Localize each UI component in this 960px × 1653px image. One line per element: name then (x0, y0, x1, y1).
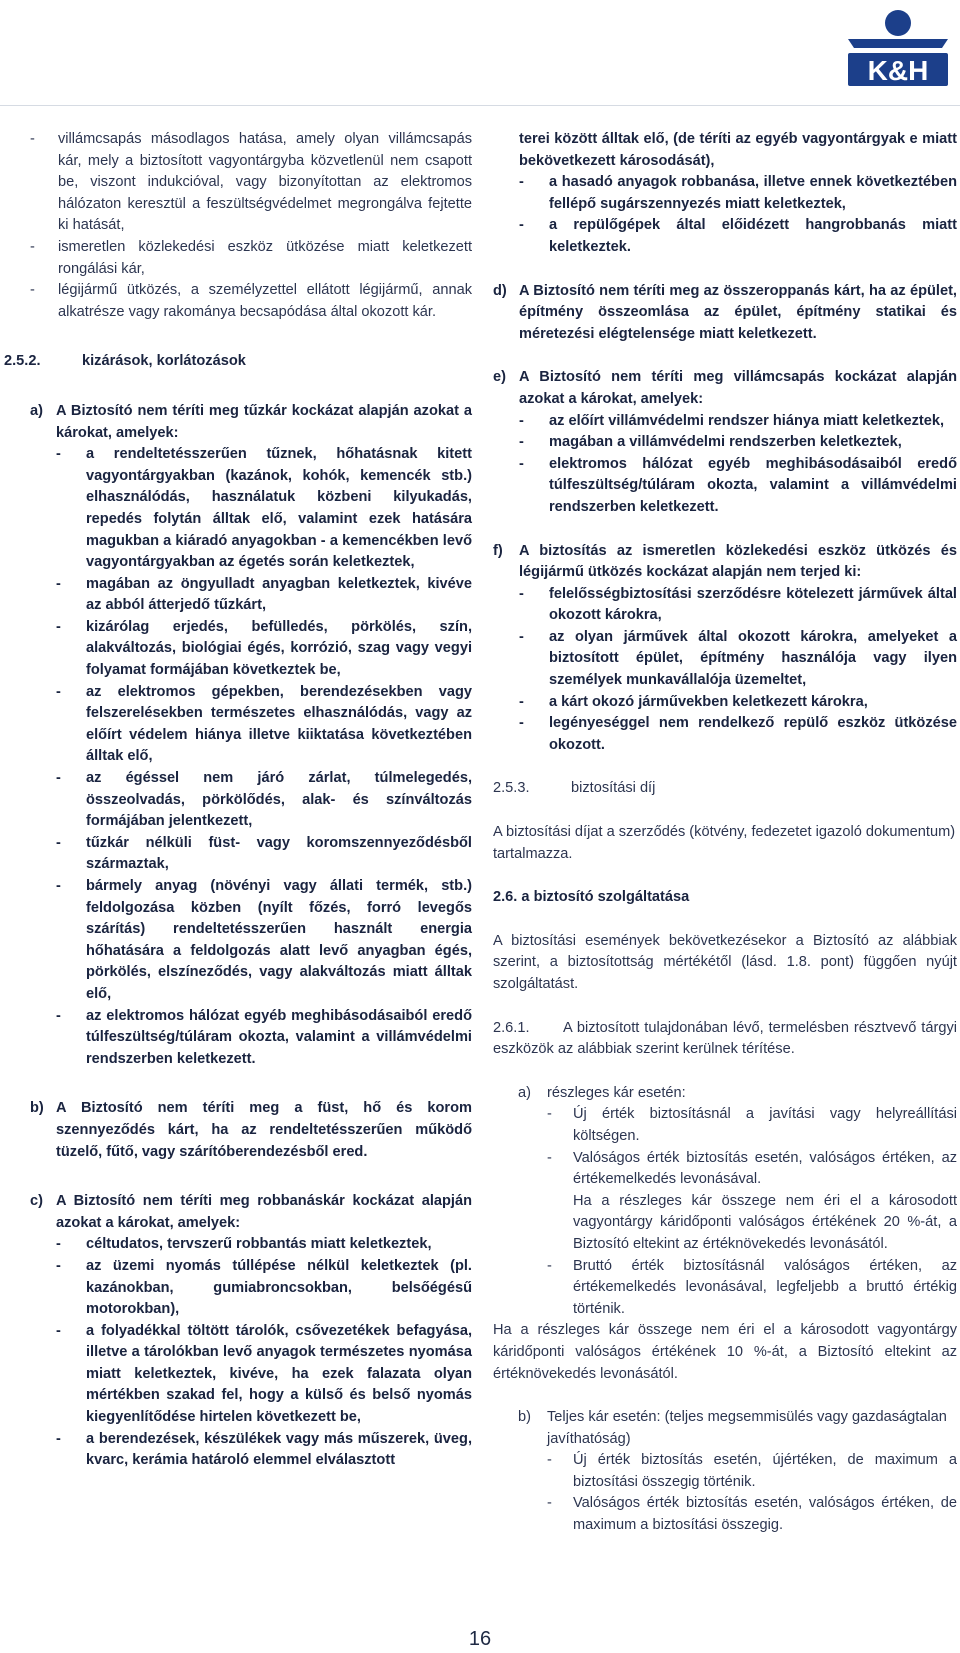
list-item: - az elektromos gépekben, berendezésekben vagy felszerelésekben természetes elhasználódás, vagy az előírt védelem hiánya illetve kiiktatása következtében álltak elő, (56, 682, 472, 768)
kh-logo (846, 6, 950, 86)
list-item: - kizárólag erjedés, befülledés, pörkölés, szín, alakváltozás, biológiai égés, korrózió, szag vagy vegyi folyamat formájában következtek be, (56, 617, 472, 682)
list-item: - az előírt villámvédelmi rendszer hiánya miatt keletkeztek, (519, 411, 957, 433)
item-c-continued (493, 129, 957, 259)
item-label: b) (30, 1100, 44, 1117)
paragraph: A biztosítási díjat a szerződés (kötvény, fedezetet igazoló dokumentum) tartalmazza. (493, 824, 956, 862)
item-label: e) (493, 369, 506, 386)
item-label: f) (493, 542, 503, 559)
list-item: - légijármű ütközés, a személyzettel ellátott légijármű, annak alkatrésze vagy rakománya becsapódása által okozott kár. (30, 280, 472, 323)
list-item: - céltudatos, tervszerű robbantás miatt keletkeztek, (56, 1234, 472, 1256)
item-label: b) (518, 1409, 531, 1426)
item-f (493, 541, 957, 757)
list-item: - magában a villámvédelmi rendszerben keletkeztek, (519, 432, 957, 454)
list-item: - legényeséggel nem rendelkező repülő eszköz ütközése okozott. (519, 713, 957, 756)
list-item: - a repülőgépek által előidézett hangrobbanás miatt keletkeztek. (519, 215, 957, 258)
left-column (4, 129, 472, 1472)
list-item: - Valóságos érték biztosítás esetén, valóságos értéken, de maximum a biztosítási összegig. (547, 1493, 957, 1536)
list-item: - bármely anyag (növényi vagy állati termék, stb.) feldolgozása közben (nyílt főzés, forró levegős szárítás) rendeltetésszerűen használt energia hőhatására a feldolgozás alatt levő anyagban égés, pörkölés, elszíneződés, vagy alakváltozás miatt álltak elő, (56, 876, 472, 1006)
list-item: - a kárt okozó járművekben keletkezett károkra, (519, 692, 957, 714)
list-item: - elektromos hálózat egyéb meghibásodásaiból eredő túlfeszültség/túláram okozta, valamint a villámvédelmi rendszerben keletkezett. (519, 454, 957, 519)
item-c (30, 1191, 472, 1472)
sub-title: részleges kár esetén: (547, 1084, 686, 1101)
section-number: 2.5.3. (493, 780, 530, 797)
svg-text:K&H: K&H (867, 55, 929, 86)
list-item: - Új érték biztosításnál a javítási vagy helyreállítási költségen. (547, 1104, 957, 1147)
list-item: - magában az öngyulladt anyagban keletkeztek, kivéve az abból átterjedő tűzkárt, (56, 574, 472, 617)
item-intro: A biztosítás az ismeretlen közlekedési eszköz ütközés és légijármű ütközés kockázat alapján nem terjed ki: (519, 542, 957, 581)
paragraph-261 (493, 1018, 957, 1061)
item-intro: A Biztosító nem téríti meg villámcsapás kockázat alapján azokat a károkat, amelyek: (519, 369, 957, 407)
list-item: - az égéssel nem járó zárlat, túlmelegedés, összeolvadás, pörkölődés, alak- és színváltozás formájában jelentkezett, (56, 768, 472, 833)
section-heading-253 (493, 778, 957, 800)
intro-bullets (30, 129, 472, 323)
item-b (30, 1098, 472, 1163)
section-number: 2.6.1. (493, 1019, 530, 1036)
item-text: A Biztosító nem téríti meg a füst, hő és korom szennyeződés kárt, ha az rendeltetésszerűen működő tüzelő, fűtő, vagy szárítóberendezésből ered. (56, 1100, 472, 1160)
list-item: - villámcsapás másodlagos hatása, amely olyan villámcsapás kár, mely a biztosított vagyontárgyba közvetlenül nem csapott be, viszont indukcióval, vagy bizonyítottan az elektromos hálózaton keresztül a feszültségvédelmet megrongálva fejtette ki hatását, (30, 129, 472, 237)
section-heading-252 (4, 351, 472, 373)
item-d (493, 281, 957, 346)
item-label: a) (30, 402, 43, 419)
item-intro: A Biztosító nem téríti meg tűzkár kockázat alapján azokat a károkat, amelyek: (56, 402, 472, 441)
sub-note: Ha a részleges kár összege nem éri el a károsodott vagyontárgy káridőponti valóságos értékének 20 %-át, a Biztosító eltekint az értéknövekedés levonásától. (573, 1192, 957, 1252)
page-number: 16 (468, 1628, 492, 1650)
list-item: - a hasadó anyagok robbanása, illetve ennek következtében fellépő sugárszennyezés miatt keletkeztek, (519, 172, 957, 215)
right-column (493, 129, 957, 1537)
item-e (493, 367, 957, 518)
list-item: - ismeretlen közlekedési eszköz ütközése miatt keletkezett rongálási kár, (30, 237, 472, 280)
list-item: - felelősségbiztosítási szerződésre kötelezett járművek által okozott károkra, (519, 584, 957, 627)
list-item: - a folyadékkal töltött tárolók, csővezetékek befagyása, illetve a tárolókban levő anyagok természetes nyomása miatt keletkeztek, kivéve, ha ezek falazata olyan mértékben szakad fel, hogy a külső és belső nyomás kiegyenlítődése hirtelen következett be, (56, 1321, 472, 1429)
list-item: - a berendezések, készülékek vagy más műszerek, üveg, kvarc, kerámia határoló elemmel elválasztott (56, 1429, 472, 1472)
section-text: A biztosított tulajdonában lévő, termelésben résztvevő tárgyi eszközök az alábbiak szerint kerülnek térítése. (493, 1019, 957, 1058)
list-item: - Valóságos érték biztosítás esetén, valóságos értéken, az értékemelkedés levonásával. (547, 1148, 957, 1191)
sub-title: Teljes kár esetén: (teljes megsemmisülés vagy gazdaságtalan javíthatóság) (547, 1409, 947, 1447)
list-item: - Új érték biztosítás esetén, újértéken, de maximum a biztosítási összegig történik. (547, 1450, 957, 1493)
item-a (30, 401, 472, 1070)
section-title: biztosítási díj (571, 780, 656, 797)
item-text: A Biztosító nem téríti meg az összeroppanás kárt, ha az épület, építmény összeomlása az épület, építmény statikai és méretezési elégtelensége miatt keletkezett. (519, 282, 957, 342)
item-label: d) (493, 282, 507, 299)
sub-item-b (493, 1407, 957, 1537)
item-intro: A Biztosító nem téríti meg robbanáskár kockázat alapján azokat a károkat, amelyek: (56, 1193, 472, 1231)
section-heading-26: 2.6. a biztosító szolgáltatása (493, 889, 690, 906)
item-label: c) (30, 1193, 43, 1210)
list-item: - az olyan járművek által okozott károkra, amelyeket a biztosított épület, építmény használója vagy ilyen személyek munkavállalója üzemeltet, (519, 627, 957, 692)
list-item: - az üzemi nyomás túllépése nélkül keletkeztek (pl. kazánokban, gumiabroncsokban, belsőégésű motorokban), (56, 1256, 472, 1321)
paragraph: A biztosítási események bekövetkezésekor a Biztosító az alábbiak szerint, a biztosítottság mértékétől (lásd. 1.8. pont) függően nyújt szolgáltatást. (493, 932, 957, 992)
item-label: a) (518, 1084, 531, 1101)
list-item: - az elektromos hálózat egyéb meghibásodásaiból eredő túlfeszültség/túláram okozta, valamint a villámvédelmi rendszerben keletkezett. (56, 1006, 472, 1071)
sub-item-a (493, 1083, 957, 1321)
list-item: - tűzkár nélküli füst- vagy koromszennyeződésből származtak, (56, 833, 472, 876)
section-title: kizárások, korlátozások (82, 353, 246, 370)
list-item: - a rendeltetésszerűen tűznek, hőhatásnak kitett vagyontárgyakban (kazánok, kohók, kemencék stb.) elhasználódás, használatuk közbeni kilyukadás, repedés folytán álltak elő, valamint ezek hatására magukban a kiáradó anyagokban - a kemencékben levő vagyontárgyakban az égetés során keletkeztek, (56, 444, 472, 574)
section-number: 2.5.2. (4, 353, 41, 370)
continuation-text: terei között álltak elő, (de téríti az egyéb vagyontárgyak e miatt bekövetkezett károsodását), (519, 131, 957, 169)
paragraph: Ha a részleges kár összege nem éri el a károsodott vagyontárgy káridőponti valóságos értékének 10 %-át, a Biztosító eltekint az értéknövekedés levonásától. (493, 1322, 957, 1382)
header-divider (0, 105, 960, 106)
list-item: - Bruttó érték biztosításnál valóságos értéken, az értékemelkedés levonásával, legfeljebb a bruttó értékig történik. (547, 1256, 957, 1321)
